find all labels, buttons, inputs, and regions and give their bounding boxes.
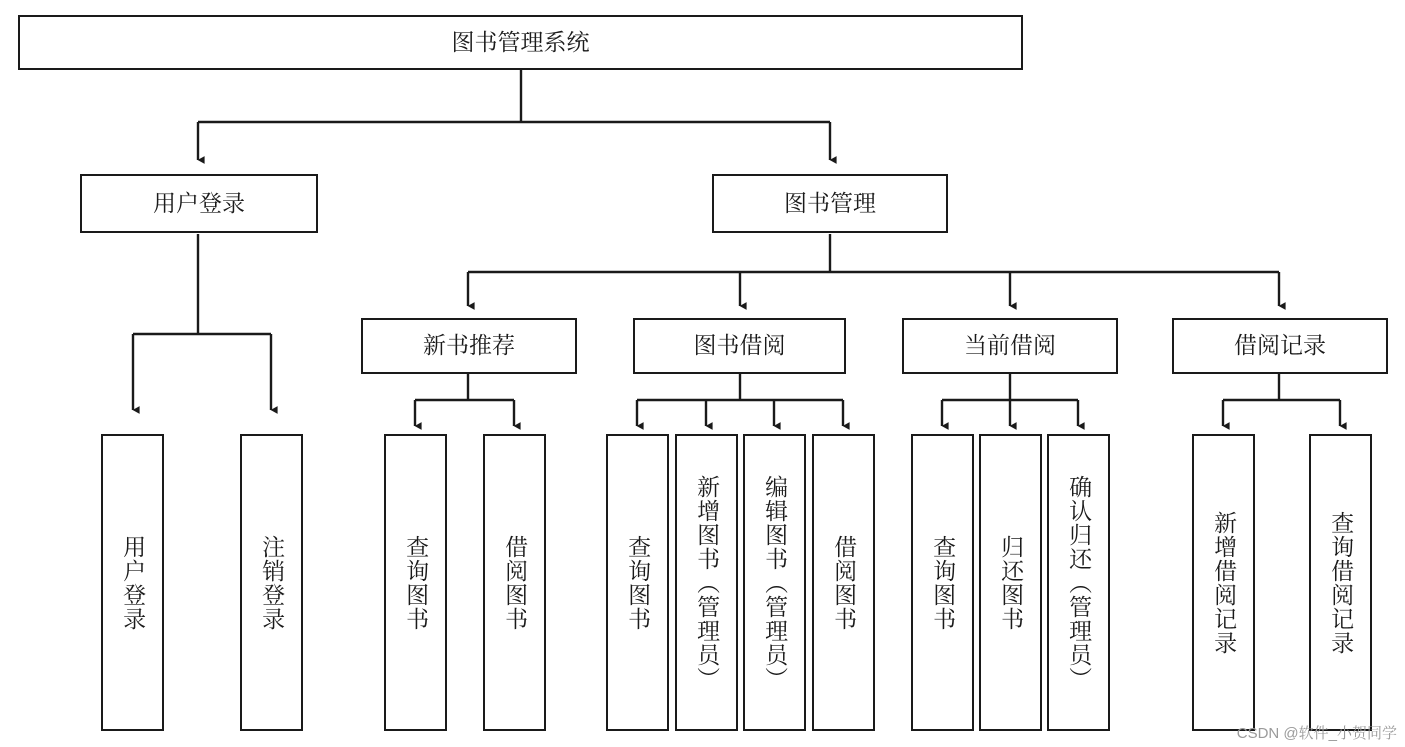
leaf-new-query-book-label: 查询图书 xyxy=(403,534,430,631)
leaf-query-borrow-record-label: 查询借阅记录 xyxy=(1328,510,1355,655)
leaf-user-login[interactable] xyxy=(101,434,164,731)
leaf-confirm-return[interactable] xyxy=(1047,434,1110,731)
leaf-borrow-query-book[interactable] xyxy=(606,434,669,731)
node-book-borrow-label: 图书借阅 xyxy=(693,332,786,359)
leaf-confirm-return-label: 确认归还（管理员） xyxy=(1066,474,1093,691)
leaf-add-borrow-record[interactable] xyxy=(1192,434,1255,731)
leaf-borrow-book-label: 借阅图书 xyxy=(831,534,858,631)
node-new-book-recommend[interactable] xyxy=(361,318,577,374)
leaf-return-book[interactable] xyxy=(979,434,1042,731)
node-book-borrow[interactable] xyxy=(633,318,846,374)
watermark-text: CSDN @软件_小贺同学 xyxy=(1236,725,1397,742)
node-root-label: 图书管理系统 xyxy=(451,28,590,55)
leaf-add-book[interactable] xyxy=(675,434,738,731)
leaf-edit-book[interactable] xyxy=(743,434,806,731)
node-book-management-label: 图书管理 xyxy=(784,189,876,216)
leaf-logout[interactable] xyxy=(240,434,303,731)
leaf-current-query-book[interactable] xyxy=(911,434,974,731)
leaf-borrow-query-book-label: 查询图书 xyxy=(625,534,652,631)
leaf-add-book-label: 新增图书（管理员） xyxy=(694,474,721,691)
leaf-new-borrow-book-label: 借阅图书 xyxy=(502,534,529,631)
leaf-new-query-book[interactable] xyxy=(384,434,447,731)
leaf-logout-label: 注销登录 xyxy=(259,534,286,631)
node-book-management[interactable] xyxy=(712,174,948,233)
node-current-borrow[interactable] xyxy=(902,318,1118,374)
node-borrow-record[interactable] xyxy=(1172,318,1388,374)
leaf-query-borrow-record[interactable] xyxy=(1309,434,1372,731)
leaf-add-borrow-record-label: 新增借阅记录 xyxy=(1211,510,1238,655)
leaf-edit-book-label: 编辑图书（管理员） xyxy=(762,474,789,691)
leaf-new-borrow-book[interactable] xyxy=(483,434,546,731)
leaf-current-query-book-label: 查询图书 xyxy=(930,534,957,631)
node-root[interactable] xyxy=(18,15,1023,70)
node-borrow-record-label: 借阅记录 xyxy=(1234,332,1326,359)
node-new-book-recommend-label: 新书推荐 xyxy=(423,332,515,359)
node-current-borrow-label: 当前借阅 xyxy=(964,332,1056,359)
node-user-login-label: 用户登录 xyxy=(153,189,245,216)
leaf-return-book-label: 归还图书 xyxy=(998,534,1025,631)
leaf-user-login-label: 用户登录 xyxy=(120,534,147,631)
node-user-login[interactable] xyxy=(80,174,318,233)
leaf-borrow-book[interactable] xyxy=(812,434,875,731)
